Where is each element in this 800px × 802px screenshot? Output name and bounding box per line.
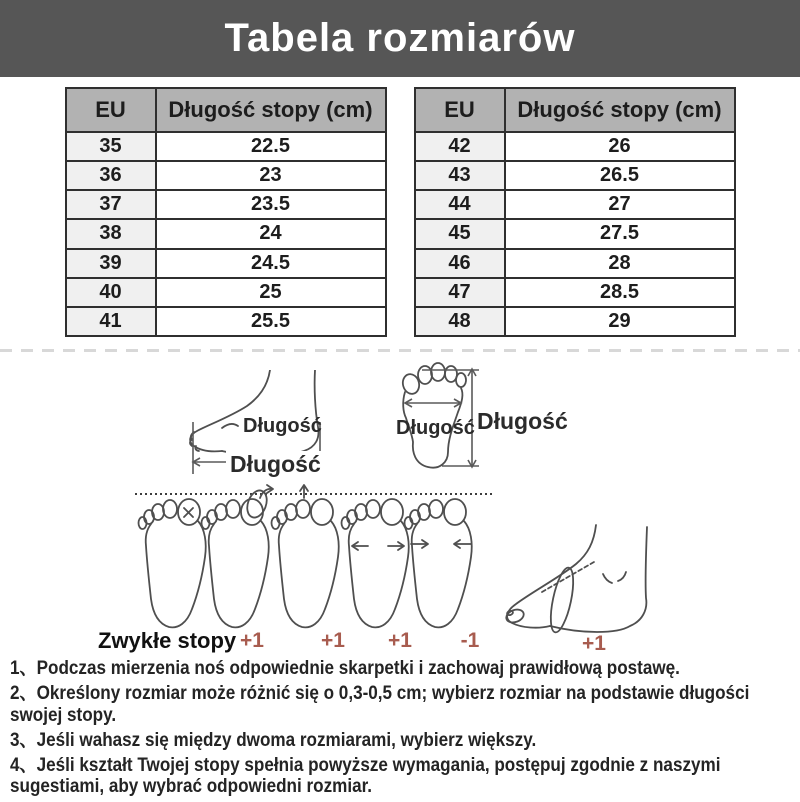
eu-size-cell: 36 [66, 161, 156, 190]
length-cell: 25 [156, 278, 386, 307]
side-foot-arrow-label: Długość [226, 451, 325, 478]
feet-shape-guide [0, 482, 800, 658]
table-row [66, 219, 386, 248]
note-item: 1、Podczas mierzenia noś odpowiednie skarpetki i zachowaj prawidłową postawę. [10, 658, 680, 679]
table-row [415, 190, 735, 219]
note-item: 2、Określony rozmiar może różnić się o 0,3-0,5 cm; wybierz rozmiar na podstawie długości swojej stopy. [10, 683, 750, 726]
table-row [66, 161, 386, 190]
col-header-length: Długość stopy (cm) [156, 88, 386, 132]
length-cell: 27 [505, 190, 735, 219]
eu-size-cell: 39 [66, 249, 156, 278]
table-row [415, 161, 735, 190]
col-header-eu: EU [66, 88, 156, 132]
length-cell: 29 [505, 307, 735, 336]
length-cell: 23 [156, 161, 386, 190]
page-title: Tabela rozmiarów [224, 16, 576, 60]
table-row [415, 278, 735, 307]
note-item: 3、Jeśli wahasz się między dwoma rozmiarami, wybierz większy. [10, 729, 537, 751]
top-foot-length-label: Długość [477, 408, 568, 434]
length-cell: 26 [505, 132, 735, 161]
length-cell: 28 [505, 249, 735, 278]
table-row [415, 219, 735, 248]
adjustment-label: +1 [240, 629, 264, 652]
eu-size-cell: 38 [66, 219, 156, 248]
length-cell: 22.5 [156, 132, 386, 161]
eu-size-cell: 46 [415, 249, 505, 278]
eu-size-cell: 42 [415, 132, 505, 161]
foot-sole-narrow-sketch [403, 482, 483, 634]
sizing-notes [10, 658, 795, 802]
length-cell: 25.5 [156, 307, 386, 336]
top-foot-width-label: Długość [396, 417, 475, 439]
table-header-row [415, 88, 735, 132]
table-row [66, 249, 386, 278]
foot-sole-long-bigtoe-sketch [200, 482, 280, 634]
foot-sole-long-secondtoe-sketch [270, 482, 350, 634]
eu-size-cell: 35 [66, 132, 156, 161]
adjustment-label: +1 [321, 629, 345, 652]
side-foot-length-label: Długość [243, 415, 322, 437]
length-cell: 27.5 [505, 219, 735, 248]
table-row [415, 307, 735, 336]
table-row [66, 190, 386, 219]
col-header-length: Długość stopy (cm) [505, 88, 735, 132]
length-cell: 26.5 [505, 161, 735, 190]
normal-feet-label: Zwykłe stopy [98, 628, 237, 653]
size-table-left [65, 87, 387, 337]
length-cell: 24 [156, 219, 386, 248]
eu-size-cell: 41 [66, 307, 156, 336]
header-banner [0, 0, 800, 77]
adjustment-label: -1 [460, 629, 480, 652]
length-cell: 24.5 [156, 249, 386, 278]
size-tables [0, 87, 800, 337]
eu-size-cell: 48 [415, 307, 505, 336]
table-row [415, 249, 735, 278]
adjustment-label: +1 [582, 632, 606, 655]
measurement-diagrams [0, 350, 800, 490]
adjustment-label: +1 [388, 629, 412, 652]
length-cell: 28.5 [505, 278, 735, 307]
eu-size-cell: 37 [66, 190, 156, 219]
table-header-row [66, 88, 386, 132]
eu-size-cell: 44 [415, 190, 505, 219]
table-row [66, 307, 386, 336]
col-header-eu: EU [415, 88, 505, 132]
eu-size-cell: 40 [66, 278, 156, 307]
eu-size-cell: 43 [415, 161, 505, 190]
eu-size-cell: 47 [415, 278, 505, 307]
table-row [66, 132, 386, 161]
size-table-right [414, 87, 736, 337]
note-item: 4、Jeśli kształt Twojej stopy spełnia powyższe wymagania, postępuj zgodnie z naszymi sugestiami, aby wybrać odpowiedni rozmiar. [10, 755, 721, 798]
table-row [66, 278, 386, 307]
length-cell: 23.5 [156, 190, 386, 219]
eu-size-cell: 45 [415, 219, 505, 248]
table-row [415, 132, 735, 161]
